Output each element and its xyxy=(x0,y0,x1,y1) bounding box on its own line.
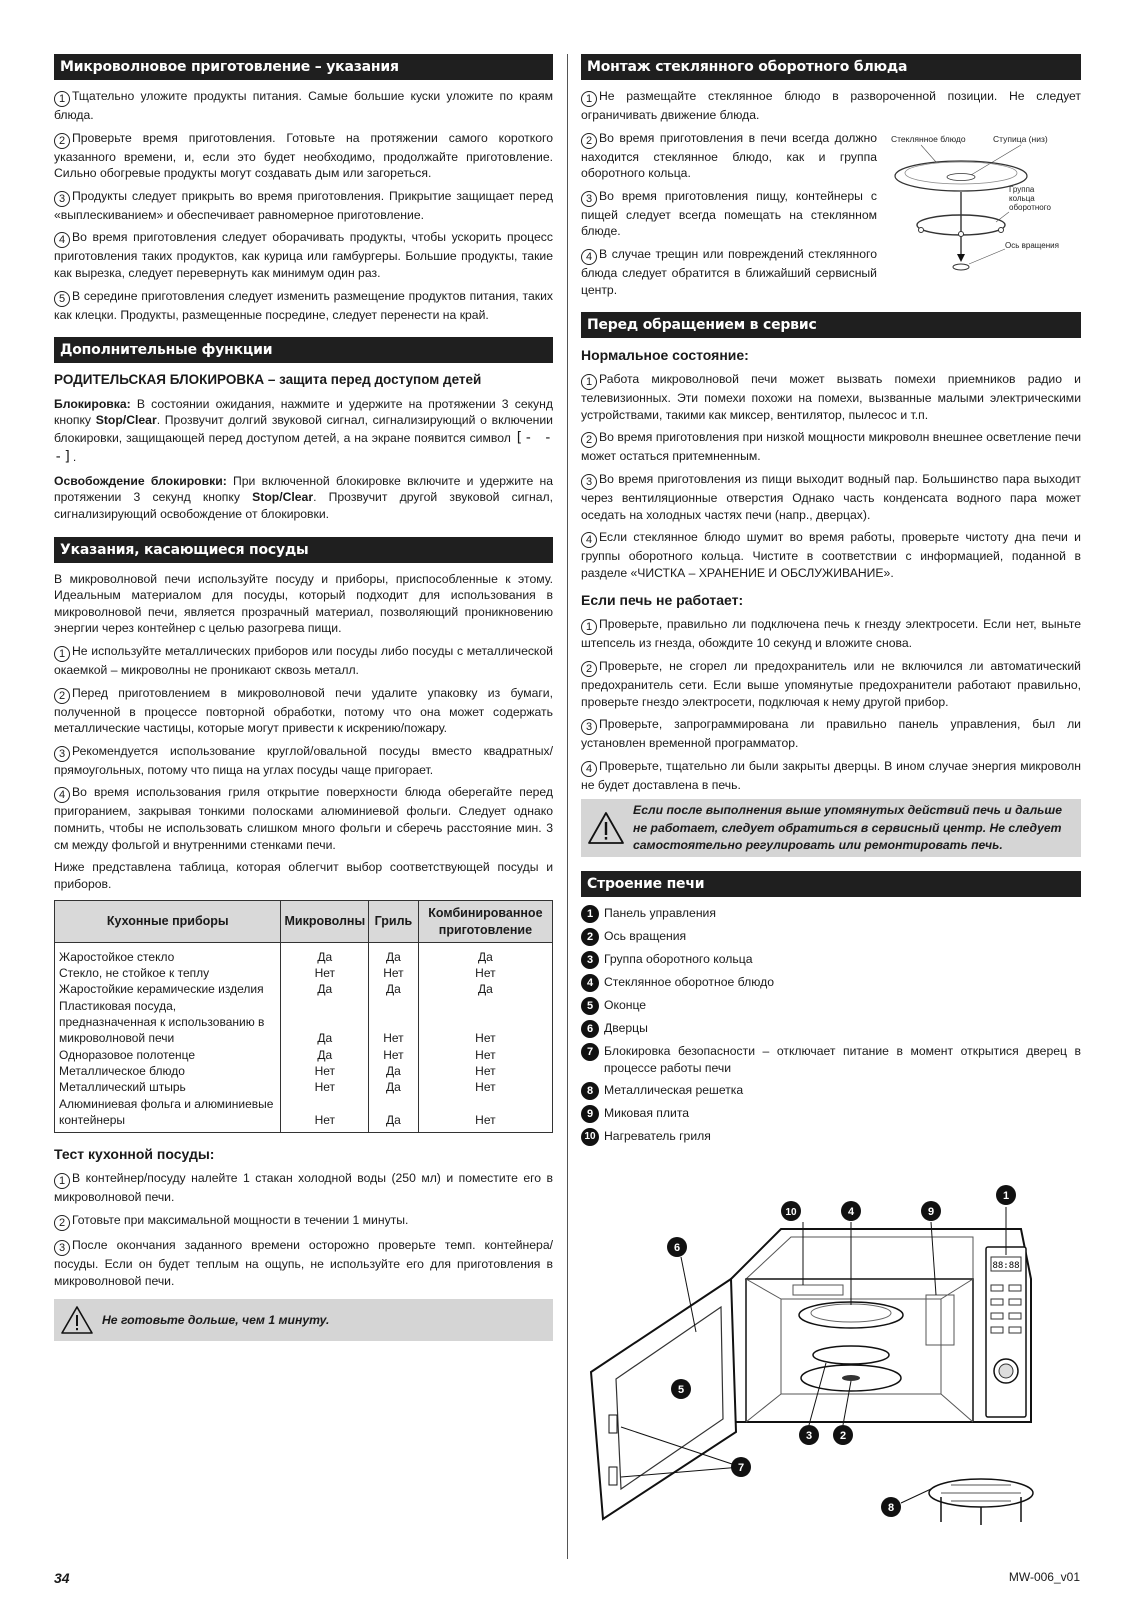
part-number: 4 xyxy=(581,974,599,992)
turntable-item: 2 Во время приготовления в печи всегда должно находится стеклянное блюдо, как и группа оборотного кольца. xyxy=(581,130,877,181)
unlock-paragraph xyxy=(54,473,553,523)
part-number: 10 xyxy=(581,1128,599,1146)
table-row xyxy=(55,965,553,981)
item-text: Перед приготовлением в микроволновой печи удалите упаковку из бумаги, полученной в процессе повторной обработки, потому что она может содержать металлические частицы, которые могут привести к искрению/пожару. xyxy=(54,685,553,736)
unlock-key: Stop/Clear xyxy=(252,490,314,505)
lock-text-b: . Прозвучит долгий звуковой сигнал, сигнализирующий о включении блокировки, защищающей перед доступом детей, а на экране появится символ xyxy=(54,413,553,445)
turntable-items xyxy=(581,130,877,305)
item-text: В контейнер/посуду налейте 1 стакан холодной воды (250 мл) и поместите его в микроволновой печи. xyxy=(54,1171,553,1205)
table-cell-value: Да xyxy=(369,981,419,997)
warning-box-1min xyxy=(54,1299,553,1341)
table-body xyxy=(55,942,553,1132)
item-number: 2 xyxy=(581,133,597,149)
lock-key: Stop/Clear xyxy=(95,413,157,428)
table-cell-value: Нет xyxy=(281,1096,369,1133)
item-text: Во время приготовления из пищи выходит водный пар. Большинство пара выходит через вентиляционные отверстия Однако часть конденсата водного пара может оседать на холодных частях печи (напр., дверцах). xyxy=(581,472,1081,522)
warning-box-service xyxy=(581,799,1081,857)
item-text: Проверьте время приготовления. Готовьте на протяжении самого короткого указанного времени, и, если это будет необходимо, продолжайте приготовление. Сильно обогревые продукты могут создавать дым или загореться. xyxy=(54,130,553,181)
part-number: 3 xyxy=(581,951,599,969)
normal-state-list xyxy=(581,371,1081,581)
unlock-text-a: При включенной блокировке включите и удержите на протяжении 3 секунд кнопку xyxy=(54,473,553,505)
part-label: Блокировка безопасности – отключает питание в момент открытися дверец в процессе работы печи xyxy=(604,1044,1081,1076)
warning-icon xyxy=(60,1305,94,1335)
callout-7 xyxy=(731,1457,751,1477)
label-ring-3: оборотного xyxy=(1009,202,1051,212)
table-row xyxy=(55,942,553,965)
svg-text:7: 7 xyxy=(737,1461,745,1474)
oven-diagram xyxy=(581,1167,1081,1527)
table-cell-value: Да xyxy=(369,942,419,965)
callout-3 xyxy=(799,1425,819,1445)
table-cell-item: Алюминиевая фольга и алюминиевые контейнеры xyxy=(55,1096,281,1133)
cookware-instruction xyxy=(54,643,553,679)
doc-code: MW-006_v01 xyxy=(1008,1570,1080,1584)
not-working-item xyxy=(581,616,1081,652)
cookware-table xyxy=(54,900,553,1133)
item-text: Проверьте, тщательно ли были закрыты дверцы. В ином случае энергия микроволн не будет доставлена в печь. xyxy=(581,758,1081,792)
item-text: Во время использования гриля открытие поверхности блюда оберегайте перед пригоранием, закрывая тонкими полосками алюминиевой фольги. Следует однако помнить, чтобы не использовать слишком много фольги и сберечь расстояние мин. 3 см между фольгой и внутренними стенками печи. xyxy=(54,785,553,852)
table-cell-value: Да xyxy=(281,942,369,965)
test-step xyxy=(54,1170,553,1206)
callout-10 xyxy=(781,1201,801,1221)
oven-parts-list xyxy=(581,905,1081,1145)
callout-8 xyxy=(881,1497,901,1517)
part-number: 2 xyxy=(581,928,599,946)
table-cell-value: Да xyxy=(281,998,369,1047)
item-number: 1 xyxy=(54,1173,70,1189)
table-cell-value: Нет xyxy=(475,1080,496,1095)
svg-text:10: 10 xyxy=(785,1206,797,1218)
warning-icon xyxy=(587,811,625,845)
table-cell-value: Нет xyxy=(369,998,419,1047)
turntable-row xyxy=(581,130,1081,305)
item-number: 1 xyxy=(581,619,597,635)
turntable-item: 1 Не размещайте стеклянное блюдо в развороченной позиции. Не следует ограничивать движение блюда. xyxy=(581,89,1081,123)
table-cell-value: Нет xyxy=(369,965,419,981)
table-cell-value: Да xyxy=(369,1063,419,1079)
table-header: Микроволны xyxy=(281,901,369,943)
oven-part-item xyxy=(581,905,1081,923)
section-header-cookware: Указания, касающиеся посуды xyxy=(54,537,553,563)
part-label: Панель управления xyxy=(604,906,716,921)
callout-4 xyxy=(841,1201,861,1221)
oven-part-item xyxy=(581,1043,1081,1076)
cookware-intro: В микроволновой печи используйте посуду и приборы, приспособленные к этому. Идеальным материалом для посуды, который подходит для использования в микроволновой печи, является прозрачный материал, позволяющий проникновению энергии через контейнер с целью разогрева пищи. xyxy=(54,571,553,636)
cookware-list xyxy=(54,643,553,853)
svg-text:5: 5 xyxy=(677,1383,685,1396)
oven-part-item xyxy=(581,951,1081,969)
safety-lock-lower xyxy=(609,1467,617,1485)
item-text: Рекомендуется использование круглой/овальной посуды вместо квадратных/прямоугольных, потому что пища на углах посуды чаще пригорает. xyxy=(54,743,553,777)
part-label: Ось вращения xyxy=(604,929,687,944)
item-number: 1 xyxy=(581,91,597,107)
item-number: 2 xyxy=(54,688,70,704)
label-ring-1: Группа xyxy=(1009,184,1035,194)
not-working-list xyxy=(581,616,1081,793)
table-cell-value: Нет xyxy=(281,965,369,981)
not-working-item xyxy=(581,658,1081,710)
table-cell-value: Нет xyxy=(281,1079,369,1095)
item-number: 3 xyxy=(54,1240,70,1256)
table-cell-value: Да xyxy=(369,1079,419,1095)
glass-plate-shape xyxy=(895,161,1027,191)
svg-text:4: 4 xyxy=(847,1205,855,1218)
table-cell-value: Да xyxy=(281,981,369,997)
section-header-turntable-install: Монтаж стеклянного оборотного блюда xyxy=(581,54,1081,80)
section-header-microwave-cooking: Микроволновое приготовление – указания xyxy=(54,54,553,80)
item-text: В середине приготовления следует изменить размещение продуктов питания, таких как клецки. Продукты, размещенные посредине, следует перенести на край. xyxy=(54,288,553,322)
microwave-cooking-list xyxy=(54,88,553,323)
table-cell-value: Да xyxy=(281,1047,369,1063)
label-ring-2: кольца xyxy=(1009,193,1035,203)
part-label: Миковая плита xyxy=(604,1105,690,1120)
table-cell-value: Нет xyxy=(475,966,496,981)
table-cell-value: Нет xyxy=(281,1063,369,1079)
normal-state-item xyxy=(581,429,1081,465)
oven-part-item xyxy=(581,1105,1081,1123)
cookware-test-title: Тест кухонной посуды: xyxy=(54,1146,215,1163)
item-number: 2 xyxy=(581,661,597,677)
not-working-title: Если печь не работает: xyxy=(581,592,744,609)
item-number: 4 xyxy=(54,232,70,248)
normal-state-item xyxy=(581,529,1081,581)
label-hub: Ступица (низ) xyxy=(993,133,1048,144)
lock-text-a: В состоянии ожидания, нажмите и удержите на протяжении 3 секунд кнопку xyxy=(54,396,553,428)
cooking-instruction xyxy=(54,229,553,281)
callout-5 xyxy=(671,1379,691,1399)
item-text: Продукты следует прикрыть во время приготовления. Прикрытие защищает перед «выплескиванием» и обеспечивает равномерное приготовление. xyxy=(54,188,553,222)
svg-text:8: 8 xyxy=(887,1501,895,1514)
turntable-item: 3 Во время приготовления пищу, контейнеры с пищей следует всегда помещать на стеклянном блюде. xyxy=(581,188,877,239)
part-number: 7 xyxy=(581,1043,599,1061)
normal-state-item xyxy=(581,471,1081,523)
part-label: Дверцы xyxy=(604,1021,648,1036)
lock-paragraph xyxy=(54,396,553,467)
item-text: После окончания заданного времени осторожно проверьте темп. контейнера/посуды. Если он будет теплым на ощупь, не используйте его для приготовления в микроволновой печи. xyxy=(54,1237,553,1288)
section-header-extra-functions: Дополнительные функции xyxy=(54,337,553,363)
cooking-instruction xyxy=(54,188,553,224)
item-text: Проверьте, запрограммирована ли правильно панель управления, был ли установлен временной программатор. xyxy=(581,717,1081,751)
item-number: 4 xyxy=(581,532,597,548)
label-axis: Ось вращения xyxy=(1005,240,1059,250)
item-text: Проверьте, не сгорел ли предохранитель или не включился ли автоматический предохранитель сети. Если выше упомянутые предохранители работают правильно, проверьте гнездо электросети, подключая к нему другой прибор. xyxy=(581,659,1081,709)
table-cell-item: Металлический штырь xyxy=(55,1079,281,1095)
part-number: 6 xyxy=(581,1020,599,1038)
not-working-item xyxy=(581,716,1081,752)
part-number: 9 xyxy=(581,1105,599,1123)
table-row xyxy=(55,1079,553,1095)
section-header-before-service: Перед обращением в сервис xyxy=(581,312,1081,338)
left-column xyxy=(54,54,553,1341)
unlock-label: Освобождение блокировки: xyxy=(54,473,227,488)
table-cell-item: Пластиковая посуда, предназначенная к использованию в микроволновой печи xyxy=(55,998,281,1047)
test-step xyxy=(54,1237,553,1289)
lock-symbol: [- - -] xyxy=(54,429,553,465)
cooking-instruction xyxy=(54,88,553,124)
item-text: Во время приготовления при низкой мощности микроволн внешнее осветление печи может остаться притемненным. xyxy=(581,430,1081,464)
warning-text: Если после выполнения выше упомянутых действий печь и дальше не работает, следует обратиться в сервисный центр. Не следует самостоятельно регулировать или ремонтировать печь. xyxy=(633,802,1063,853)
not-working-item xyxy=(581,758,1081,794)
item-number: 3 xyxy=(581,474,597,490)
cooking-instruction xyxy=(54,130,553,182)
item-text: Не используйте металлических приборов или посуды либо посуды с металлической окаемкой – микроволны не проникают сквозь металл. xyxy=(54,644,553,678)
item-number: 2 xyxy=(54,133,70,149)
test-step xyxy=(54,1212,553,1231)
item-text: Во время приготовления следует оборачивать продукты, чтобы ускорить процесс приготовления таких продуктов, как курица или гамбургеры. Большие продукты, такие как вырезка, следует перевернуть как минимум один раз. xyxy=(54,230,553,280)
normal-state-item xyxy=(581,371,1081,423)
table-row xyxy=(55,1047,553,1063)
section-header-oven-structure: Строение печи xyxy=(581,871,1081,897)
cookware-instruction xyxy=(54,784,553,853)
table-row xyxy=(55,1063,553,1079)
oven-part-item xyxy=(581,1082,1081,1100)
turntable-diagram xyxy=(881,130,1081,280)
cookware-instruction xyxy=(54,685,553,737)
table-cell-value: Нет xyxy=(475,1064,496,1079)
part-label: Стеклянное оборотное блюдо xyxy=(604,975,774,990)
table-cell-item: Одноразовое полотенце xyxy=(55,1047,281,1063)
cookware-test-list xyxy=(54,1170,553,1289)
table-cell-value: Нет xyxy=(475,1031,496,1046)
table-row xyxy=(55,1096,553,1133)
item-number: 2 xyxy=(581,432,597,448)
part-number: 5 xyxy=(581,997,599,1015)
table-cell-value: Да xyxy=(369,1096,419,1133)
svg-text:6: 6 xyxy=(673,1241,681,1254)
item-text: Если стеклянное блюдо шумит во время работы, проверьте чистоту дна печи и группы оборотного кольца. Чистите в соответствии с информацией, поданной в разделе «ЧИСТКА – ХРАНЕНИЕ И ОБСЛУЖИВАНИЕ». xyxy=(581,530,1081,580)
item-number: 4 xyxy=(581,249,597,265)
cooking-instruction xyxy=(54,288,553,324)
table-cell-value: Да xyxy=(477,982,493,997)
callout-9 xyxy=(921,1201,941,1221)
label-glass-plate: Стеклянное блюдо xyxy=(891,133,966,144)
oven-part-item xyxy=(581,1128,1081,1146)
item-text: Готовьте при максимальной мощности в течении 1 минуты. xyxy=(72,1212,409,1227)
child-lock-title: РОДИТЕЛЬСКАЯ БЛОКИРОВКА – защита перед доступом детей xyxy=(54,372,482,388)
display-text: 88:88 xyxy=(992,1260,1020,1271)
warning-text: Не готовьте дольше, чем 1 минуту. xyxy=(102,1312,330,1327)
table-cell-item: Жаростойкое стекло xyxy=(55,942,281,965)
cookware-instruction xyxy=(54,743,553,779)
oven-part-item xyxy=(581,1020,1081,1038)
right-column xyxy=(581,54,1081,1531)
item-number: 1 xyxy=(54,646,70,662)
svg-text:3: 3 xyxy=(805,1429,813,1442)
turntable-item: 4 В случае трещин или повреждений стеклянного блюда следует обратится в ближайший сервисный центр. xyxy=(581,247,877,297)
item-number: 3 xyxy=(581,719,597,735)
table-header: Гриль xyxy=(369,901,419,943)
table-header-row xyxy=(55,901,553,943)
svg-text:1: 1 xyxy=(1002,1189,1010,1202)
item-text: Работа микроволновой печи может вызвать помехи приемников радио и телевизионных. Эти помехи похожи на помехи, вызванные малыми электрическими устройствами, такими как миксер, вентилятор, пылесос и т.п. xyxy=(581,372,1081,422)
oven-part-item xyxy=(581,928,1081,946)
item-number: 3 xyxy=(54,191,70,207)
table-intro: Ниже представлена таблица, которая облегчит выбор соответствующей посуды и приборов. xyxy=(54,860,553,891)
part-number: 1 xyxy=(581,905,599,923)
item-number: 5 xyxy=(54,291,70,307)
lock-label: Блокировка: xyxy=(54,396,131,411)
column-divider xyxy=(567,54,568,1559)
table-cell-item: Металлическое блюдо xyxy=(55,1063,281,1079)
item-number: 4 xyxy=(54,787,70,803)
oven-part-item xyxy=(581,974,1081,992)
part-number: 8 xyxy=(581,1082,599,1100)
table-cell-value: Да xyxy=(477,949,493,964)
part-label: Нагреватель гриля xyxy=(604,1128,711,1143)
item-number: 4 xyxy=(581,761,597,777)
item-number: 3 xyxy=(581,191,597,207)
item-number: 2 xyxy=(54,1215,70,1231)
part-label: Группа оборотного кольца xyxy=(604,952,753,967)
table-cell-item: Жаростойкие керамические изделия xyxy=(55,981,281,997)
item-text: Проверьте, правильно ли подключена печь к гнезду электросети. Если нет, выньте штепсель из гнезда, обождите 10 секунд и вложите снова. xyxy=(581,617,1081,651)
svg-text:2: 2 xyxy=(839,1429,847,1442)
callout-1 xyxy=(996,1185,1016,1205)
table-cell-item: Стекло, не стойкое к теплу xyxy=(55,965,281,981)
lock-end: . xyxy=(72,449,77,464)
part-label: Оконце xyxy=(604,998,647,1013)
callout-2 xyxy=(833,1425,853,1445)
item-text: Тщательно уложите продукты питания. Самые большие куски уложите по краям блюда. xyxy=(54,89,553,123)
normal-state-title: Нормальное состояние: xyxy=(581,347,749,364)
part-label: Металлическая решетка xyxy=(604,1082,744,1097)
table-cell-value: Нет xyxy=(369,1047,419,1063)
table-header: Комбинированное приготовление xyxy=(418,901,552,943)
table-header: Кухонные приборы xyxy=(55,901,281,943)
table-cell-value: Нет xyxy=(475,1047,496,1062)
unlock-text-b: . Прозвучит другой звуковой сигнал, сигнализирующий освобождение от блокировки. xyxy=(54,490,554,522)
item-number: 3 xyxy=(54,746,70,762)
callout-6 xyxy=(667,1237,687,1257)
item-number: 1 xyxy=(581,374,597,390)
table-row xyxy=(55,998,553,1047)
table-row xyxy=(55,981,553,997)
item-number: 1 xyxy=(54,91,70,107)
oven-part-item xyxy=(581,997,1081,1015)
safety-lock-upper xyxy=(609,1415,617,1433)
page-number: 34 xyxy=(54,1570,70,1586)
svg-text:9: 9 xyxy=(927,1205,935,1218)
table-cell-value: Нет xyxy=(475,1112,496,1127)
